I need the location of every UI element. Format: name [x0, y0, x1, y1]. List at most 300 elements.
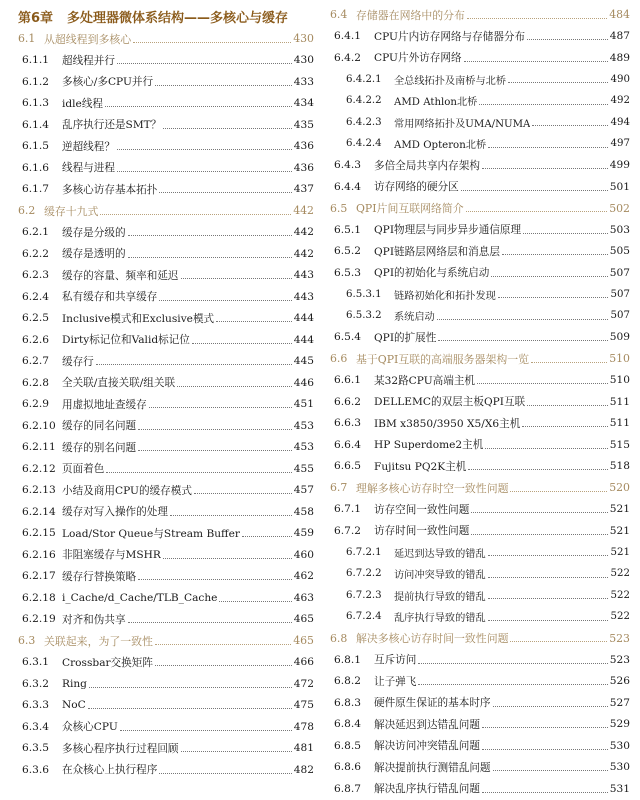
- toc-entry-number: 6.8.6: [334, 761, 361, 774]
- toc-entry-number: 6.2.15: [22, 527, 56, 540]
- dot-leader: [531, 361, 607, 363]
- toc-entry-title: NoC: [62, 699, 86, 712]
- toc-entry-page: 445: [293, 355, 314, 368]
- toc-entry-title: 缓存十九式: [44, 204, 99, 218]
- dot-leader: [106, 471, 291, 473]
- toc-entry[interactable]: [18, 480, 314, 502]
- toc-entry-title: 从超线程到多核心: [44, 32, 132, 46]
- toc-entry-page: 523: [609, 653, 630, 666]
- toc-entry[interactable]: [18, 587, 314, 609]
- dot-leader: [498, 296, 608, 298]
- toc-section-entry[interactable]: [330, 4, 630, 26]
- toc-entry-title: CPU片外访存网络: [374, 52, 462, 65]
- toc-entry-page: 529: [609, 718, 630, 731]
- toc-entry-page: 436: [293, 161, 314, 174]
- toc-entry[interactable]: [18, 265, 314, 287]
- toc-entry-title: 访存空间一致性问题: [374, 503, 470, 516]
- dot-leader: [510, 490, 607, 492]
- dot-leader: [100, 213, 291, 215]
- toc-entry-page: 462: [293, 570, 314, 583]
- toc-entry-title: 关联起来，为了一致性: [44, 634, 153, 648]
- toc-entry-page: 457: [293, 484, 314, 497]
- toc-entry-title: 在众核心上执行程序: [62, 764, 158, 777]
- toc-entry-title: idle线程: [62, 97, 104, 110]
- dot-leader: [159, 299, 291, 301]
- dot-leader: [482, 167, 608, 169]
- toc-entry-title: 多核心访存基本拓扑: [62, 183, 158, 196]
- toc-entry-page: 507: [610, 288, 630, 300]
- toc-entry-page: 458: [293, 505, 314, 518]
- dot-leader: [219, 600, 291, 602]
- dot-leader: [133, 41, 291, 43]
- toc-entry-page: 443: [293, 269, 314, 282]
- toc-entry-page: 466: [293, 656, 314, 669]
- toc-entry-page: 518: [609, 460, 630, 473]
- toc-entry[interactable]: [18, 372, 314, 394]
- toc-entry-title: 小结及商用CPU的缓存模式: [62, 484, 192, 497]
- toc-entry-number: 6.6.1: [334, 374, 361, 387]
- toc-entry-page: 530: [609, 739, 630, 752]
- toc-entry-page: 522: [610, 589, 630, 601]
- toc-entry[interactable]: [18, 179, 314, 201]
- toc-entry-page: 455: [293, 462, 314, 475]
- toc-entry-page: 442: [293, 204, 314, 218]
- toc-entry-page: 511: [609, 417, 630, 430]
- dot-leader: [508, 81, 608, 83]
- toc-entry-number: 6.6.5: [334, 460, 361, 473]
- toc-entry-title: 解决多核心访存时间一致性问题: [356, 632, 509, 646]
- toc-entry[interactable]: [18, 71, 314, 93]
- toc-entry[interactable]: [18, 50, 314, 72]
- dot-leader: [471, 511, 607, 513]
- toc-entry-number: 6.3: [18, 634, 36, 648]
- dot-leader: [138, 449, 292, 451]
- toc-entry-number: 6.8.4: [334, 718, 361, 731]
- toc-entry-page: 520: [609, 481, 630, 495]
- toc-entry-title: 全关联/直接关联/组关联: [62, 377, 176, 390]
- toc-entry-title: 解决访问冲突错乱问题: [374, 740, 480, 753]
- dot-leader: [170, 514, 292, 516]
- toc-section-entry[interactable]: [330, 198, 630, 220]
- toc-entry[interactable]: [18, 544, 314, 566]
- chapter-title: [18, 4, 314, 28]
- toc-entry[interactable]: [330, 26, 630, 48]
- toc-entry-page: 437: [293, 183, 314, 196]
- toc-entry-page: 478: [293, 720, 314, 733]
- toc-entry[interactable]: [330, 671, 630, 693]
- toc-entry-page: 526: [609, 675, 630, 688]
- dot-leader: [105, 105, 292, 107]
- toc-entry-number: 6.1.5: [22, 140, 49, 153]
- toc-entry[interactable]: [330, 413, 630, 435]
- toc-entry-page: 497: [610, 138, 630, 150]
- toc-entry-title: 延迟到达导致的错乱: [394, 548, 486, 560]
- toc-entry-page: 501: [609, 180, 630, 193]
- toc-entry-page: 460: [293, 548, 314, 561]
- toc-entry-number: 6.7.2.3: [346, 589, 382, 601]
- toc-entry[interactable]: [330, 542, 630, 564]
- dot-leader: [493, 769, 608, 771]
- toc-entry-page: 494: [610, 116, 630, 128]
- toc-entry-page: 433: [293, 75, 314, 88]
- dot-leader: [155, 643, 291, 645]
- toc-entry-number: 6.2.17: [22, 570, 56, 583]
- toc-entry-number: 6.1.4: [22, 118, 49, 131]
- toc-entry-number: 6.2: [18, 204, 36, 218]
- dot-leader: [438, 339, 607, 341]
- toc-entry[interactable]: [18, 759, 314, 781]
- toc-entry-number: 6.1.6: [22, 161, 49, 174]
- toc-entry-page: 511: [609, 395, 630, 408]
- toc-entry-page: 530: [609, 761, 630, 774]
- toc-entry-title: QPI片间互联网络简介: [356, 202, 464, 216]
- toc-entry-page: 442: [293, 226, 314, 239]
- toc-entry-number: 6.6.2: [334, 395, 361, 408]
- dot-leader: [216, 320, 292, 322]
- toc-entry-number: 6.4.3: [334, 159, 361, 172]
- toc-entry[interactable]: [330, 133, 630, 155]
- dot-leader: [181, 750, 292, 752]
- dot-leader: [181, 277, 292, 279]
- toc-entry-title: QPI的扩展性: [374, 331, 437, 344]
- toc-entry-number: 6.2.7: [22, 355, 49, 368]
- toc-entry[interactable]: [330, 649, 630, 671]
- toc-entry-title: 缓存的别名问题: [62, 441, 137, 454]
- toc-entry-title: 用虚拟地址查缓存: [62, 398, 147, 411]
- toc-entry[interactable]: [330, 69, 630, 91]
- toc-entry-title: 提前执行导致的错乱: [394, 591, 486, 603]
- dot-leader: [128, 256, 292, 258]
- toc-entry[interactable]: [330, 327, 630, 349]
- toc-entry[interactable]: [330, 757, 630, 779]
- toc-entry-number: 6.7.2: [334, 524, 361, 537]
- toc-entry-number: 6.8.3: [334, 696, 361, 709]
- toc-entry-page: 453: [293, 419, 314, 432]
- toc-entry[interactable]: [330, 585, 630, 607]
- toc-entry[interactable]: [330, 241, 630, 263]
- toc-entry-number: 6.1.2: [22, 75, 49, 88]
- toc-entry[interactable]: [330, 456, 630, 478]
- toc-entry[interactable]: [18, 157, 314, 179]
- toc-entry-number: 6.6: [330, 352, 348, 366]
- toc-entry-number: 6.2.4: [22, 290, 49, 303]
- toc-entry[interactable]: [330, 370, 630, 392]
- dot-leader: [194, 492, 292, 494]
- toc-entry[interactable]: [330, 692, 630, 714]
- toc-entry-page: 521: [609, 503, 630, 516]
- toc-entry-page: 444: [293, 312, 314, 325]
- toc-entry[interactable]: [330, 284, 630, 306]
- toc-entry-title: QPI物理层与同步异步通信原理: [374, 224, 522, 237]
- dot-leader: [128, 234, 292, 236]
- toc-entry-page: 510: [609, 352, 630, 366]
- toc-entry-page: 499: [609, 159, 630, 172]
- dot-leader: [138, 428, 292, 430]
- toc-entry-number: 6.8.2: [334, 675, 361, 688]
- toc-entry[interactable]: [330, 219, 630, 241]
- toc-entry-title: 访存时间一致性问题: [374, 525, 470, 538]
- dot-leader: [163, 127, 291, 129]
- toc-entry-title: 缓存是透明的: [62, 248, 126, 261]
- toc-entry[interactable]: [18, 609, 314, 631]
- toc-entry[interactable]: [330, 391, 630, 413]
- toc-entry-number: 6.4.2: [334, 51, 361, 64]
- toc-entry-number: 6.2.10: [22, 419, 56, 432]
- toc-entry-number: 6.7.2.1: [346, 546, 382, 558]
- dot-leader: [418, 662, 607, 664]
- toc-entry-number: 6.6.3: [334, 417, 361, 430]
- toc-entry-page: 521: [609, 524, 630, 537]
- toc-entry-title: 逆超线程？: [62, 140, 115, 153]
- toc-entry-page: 430: [293, 54, 314, 67]
- dot-leader: [482, 791, 608, 793]
- toc-entry-number: 6.4.2.3: [346, 116, 382, 128]
- toc-entry-number: 6.3.4: [22, 720, 49, 733]
- toc-entry-page: 463: [293, 591, 314, 604]
- toc-entry-title: Ring: [62, 677, 87, 690]
- toc-entry-page: 475: [293, 699, 314, 712]
- toc-entry[interactable]: [330, 155, 630, 177]
- toc-entry[interactable]: [330, 176, 630, 198]
- toc-entry[interactable]: [18, 394, 314, 416]
- dot-leader: [479, 103, 608, 105]
- toc-entry-page: 509: [609, 331, 630, 344]
- toc-entry[interactable]: [330, 434, 630, 456]
- dot-leader: [466, 210, 608, 212]
- dot-leader: [128, 621, 292, 623]
- toc-entry-number: 6.1.7: [22, 183, 49, 196]
- dot-leader: [488, 576, 608, 578]
- toc-entry-page: 465: [293, 634, 314, 648]
- toc-entry-number: 6.2.12: [22, 462, 56, 475]
- dot-leader: [488, 619, 608, 621]
- toc-entry[interactable]: [18, 114, 314, 136]
- toc-entry-page: 436: [293, 140, 314, 153]
- toc-entry[interactable]: [18, 222, 314, 244]
- toc-entry-page: 482: [293, 763, 314, 776]
- toc-entry-number: 6.7.1: [334, 503, 361, 516]
- toc-entry-number: 6.3.6: [22, 763, 49, 776]
- toc-entry[interactable]: [18, 738, 314, 760]
- toc-entry-title: 乱序执行导致的错乱: [394, 613, 486, 625]
- toc-entry-title: 众核心CPU: [62, 721, 118, 734]
- toc-entry-page: 523: [609, 631, 630, 645]
- toc-entry[interactable]: [18, 329, 314, 351]
- toc-entry[interactable]: [330, 262, 630, 284]
- toc-entry[interactable]: [330, 778, 630, 800]
- toc-entry-number: 6.7.2.4: [346, 611, 382, 623]
- dot-leader: [155, 664, 292, 666]
- toc-entry-page: 484: [609, 8, 630, 22]
- dot-leader: [477, 382, 608, 384]
- toc-entry-number: 6.8.1: [334, 653, 361, 666]
- toc-section-entry[interactable]: [18, 200, 314, 222]
- toc-entry-number: 6.2.19: [22, 613, 56, 626]
- toc-entry-title: 非阻塞缓存与MSHR: [62, 549, 161, 562]
- toc-entry-number: 6.1: [18, 32, 36, 46]
- toc-entry[interactable]: [330, 90, 630, 112]
- toc-entry[interactable]: [18, 716, 314, 738]
- toc-entry-title: 多核心程序执行过程回顾: [62, 742, 179, 755]
- toc-entry[interactable]: [18, 93, 314, 115]
- toc-entry-number: 6.5: [330, 201, 348, 215]
- toc-entry[interactable]: [18, 286, 314, 308]
- toc-entry[interactable]: [18, 695, 314, 717]
- dot-leader: [192, 342, 292, 344]
- toc-entry[interactable]: [18, 652, 314, 674]
- toc-entry-title: 缓存对写入操作的处理: [62, 506, 168, 519]
- toc-entry-number: 6.2.13: [22, 484, 56, 497]
- dot-leader: [485, 447, 607, 449]
- toc-entry-number: 6.5.1: [334, 223, 361, 236]
- dot-leader: [467, 17, 607, 19]
- toc-entry-title: 多倍全局共享内存架构: [374, 159, 480, 172]
- toc-entry-number: 6.6.4: [334, 438, 361, 451]
- toc-entry[interactable]: [330, 735, 630, 757]
- dot-leader: [488, 554, 608, 556]
- toc-entry[interactable]: [18, 308, 314, 330]
- toc-entry[interactable]: [18, 415, 314, 437]
- toc-entry[interactable]: [330, 112, 630, 134]
- toc-entry-page: 442: [293, 247, 314, 260]
- toc-entry[interactable]: [330, 305, 630, 327]
- toc-entry[interactable]: [18, 566, 314, 588]
- toc-entry[interactable]: [18, 136, 314, 158]
- toc-entry-page: 446: [293, 376, 314, 389]
- toc-entry[interactable]: [18, 523, 314, 545]
- toc-entry-number: 6.2.9: [22, 398, 49, 411]
- toc-entry-title: Crossbar交换矩阵: [62, 656, 153, 669]
- toc-entry-number: 6.5.3: [334, 266, 361, 279]
- toc-entry[interactable]: [330, 563, 630, 585]
- toc-entry[interactable]: [18, 351, 314, 373]
- toc-entry-number: 6.3.2: [22, 677, 49, 690]
- toc-entry-page: 487: [609, 30, 630, 43]
- toc-entry-title: QPI的初始化与系统启动: [374, 267, 490, 280]
- dot-leader: [482, 748, 608, 750]
- toc-entry-title: 多核心/多CPU并行: [62, 76, 154, 89]
- toc-entry-title: 私有缓存和共享缓存: [62, 291, 158, 304]
- toc-entry-number: 6.4: [330, 8, 348, 22]
- toc-entry[interactable]: [18, 437, 314, 459]
- toc-entry-title: 线程与进程: [62, 162, 115, 175]
- dot-leader: [117, 148, 292, 150]
- dot-leader: [461, 189, 608, 191]
- dot-leader: [242, 535, 292, 537]
- chapter-number: 第6章: [18, 10, 54, 26]
- dot-leader: [437, 318, 608, 320]
- toc-entry-number: 6.4.2.2: [346, 95, 382, 107]
- toc-entry-number: 6.5.3.2: [346, 310, 382, 322]
- toc-entry-page: 444: [293, 333, 314, 346]
- toc-entry-number: 6.4.1: [334, 30, 361, 43]
- toc-entry-title: 让子弹飞: [374, 675, 417, 688]
- toc-entry-page: 502: [609, 201, 630, 215]
- toc-entry-title: 存储器在网络中的分布: [356, 8, 465, 22]
- toc-entry-title: 常用网络拓扑及UMA/NUMA: [394, 118, 531, 130]
- toc-entry-title: 缓存的同名问题: [62, 420, 137, 433]
- toc-entry-page: 472: [293, 677, 314, 690]
- toc-entry-number: 6.2.2: [22, 247, 49, 260]
- toc-section-entry[interactable]: [330, 348, 630, 370]
- dot-leader: [468, 468, 607, 470]
- toc-entry-title: i_Cache/d_Cache/TLB_Cache: [62, 591, 218, 604]
- toc-entry[interactable]: [330, 499, 630, 521]
- toc-entry-title: 缓存是分级的: [62, 226, 126, 239]
- toc-entry-title: 全总线拓扑及南桥与北桥: [394, 75, 507, 87]
- toc-section-entry[interactable]: [18, 630, 314, 652]
- toc-section-entry[interactable]: [18, 28, 314, 50]
- dot-leader: [120, 729, 292, 731]
- toc-entry-title: 对齐和伪共享: [62, 613, 126, 626]
- toc-entry-number: 6.1.1: [22, 54, 49, 67]
- toc-entry[interactable]: [330, 606, 630, 628]
- dot-leader: [523, 232, 608, 234]
- toc-entry-number: 6.3.5: [22, 742, 49, 755]
- toc-entry[interactable]: [18, 501, 314, 523]
- toc-entry-title: Load/Stor Queue与Stream Buffer: [62, 527, 240, 540]
- dot-leader: [159, 191, 291, 193]
- chapter-title-text: 多处理器微体系结构——多核心与缓存: [67, 10, 289, 26]
- toc-entry-title: 缓存的容量、频率和延迟: [62, 269, 179, 282]
- toc-entry-number: 6.2.5: [22, 312, 49, 325]
- toc-entry-number: 6.2.8: [22, 376, 49, 389]
- toc-entry-title: 缓存行替换策略: [62, 570, 137, 583]
- toc-entry-number: 6.5.3.1: [346, 288, 382, 300]
- dot-leader: [96, 363, 292, 365]
- toc-section-entry[interactable]: [330, 628, 630, 650]
- dot-leader: [117, 62, 292, 64]
- dot-leader: [138, 578, 292, 580]
- toc-entry-number: 6.7: [330, 481, 348, 495]
- toc-entry-number: 6.2.18: [22, 591, 56, 604]
- toc-entry-page: 507: [610, 310, 630, 322]
- dot-leader: [471, 533, 607, 535]
- toc-entry-page: 453: [293, 441, 314, 454]
- toc-entry-number: 6.7.2.2: [346, 568, 382, 580]
- toc-entry-title: 缓存行: [62, 355, 94, 368]
- dot-leader: [532, 124, 608, 126]
- toc-left-column: [18, 4, 314, 781]
- toc-entry-title: 互斥访问: [374, 654, 417, 667]
- toc-entry-page: 481: [293, 742, 314, 755]
- toc-entry-page: 490: [610, 73, 630, 85]
- toc-entry-number: 6.5.2: [334, 245, 361, 258]
- toc-entry-number: 6.1.3: [22, 97, 49, 110]
- toc-entry[interactable]: [18, 243, 314, 265]
- toc-entry-number: 6.8: [330, 631, 348, 645]
- toc-right-list: [330, 4, 630, 800]
- toc-entry-title: 某32路CPU高端主机: [374, 374, 476, 387]
- toc-entry-title: 超线程并行: [62, 54, 115, 67]
- toc-entry-title: 解决提前执行测错乱问题: [374, 761, 491, 774]
- toc-entry-page: 531: [609, 782, 630, 795]
- toc-entry[interactable]: [330, 520, 630, 542]
- dot-leader: [502, 253, 608, 255]
- toc-entry-number: 6.8.7: [334, 782, 361, 795]
- dot-leader: [89, 686, 292, 688]
- toc-entry-page: 505: [609, 245, 630, 258]
- dot-leader: [491, 275, 607, 277]
- toc-entry[interactable]: [330, 47, 630, 69]
- toc-entry[interactable]: [330, 714, 630, 736]
- toc-entry-page: 503: [609, 223, 630, 236]
- toc-entry[interactable]: [18, 458, 314, 480]
- toc-entry-title: 理解多核心访存时空一致性问题: [356, 481, 509, 495]
- toc-section-entry[interactable]: [330, 477, 630, 499]
- toc-entry[interactable]: [18, 673, 314, 695]
- toc-entry-page: 451: [293, 398, 314, 411]
